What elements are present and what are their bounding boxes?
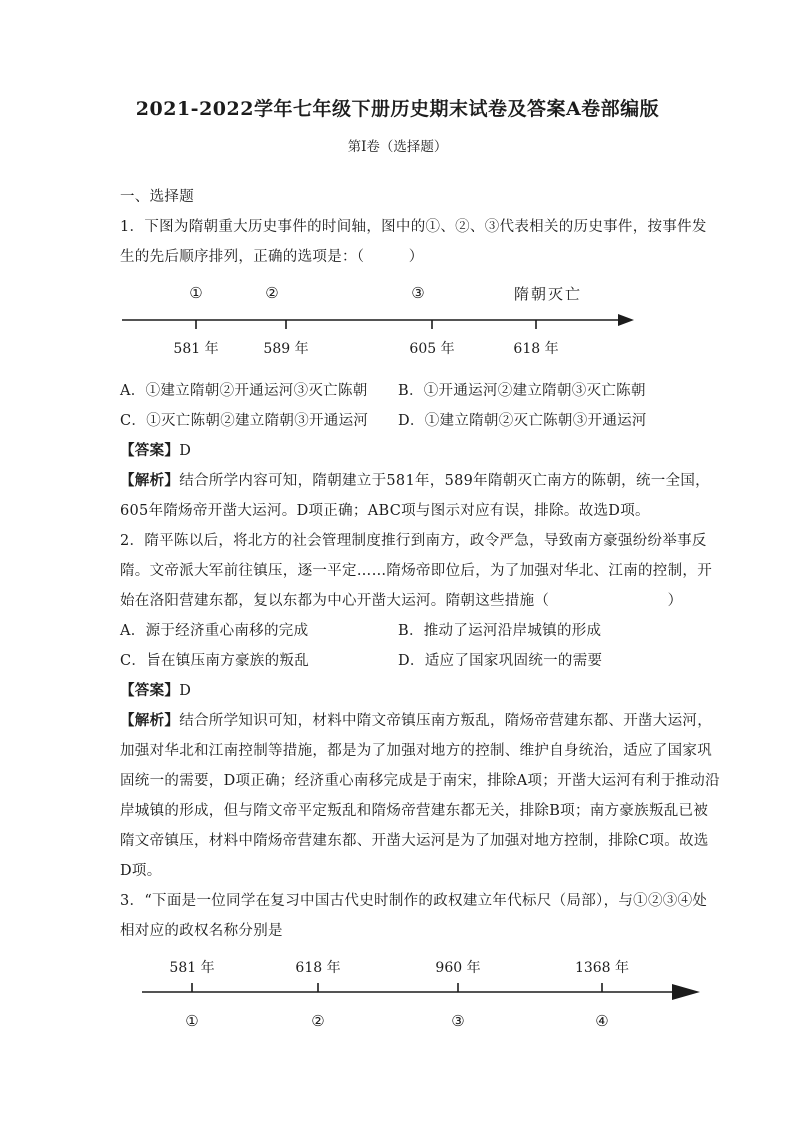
q3-timeline-arrowhead-icon xyxy=(672,984,700,1000)
q2-analysis-line4: 岸城镇的形成，但与隋文帝平定叛乱和隋炀帝营建东都无关，排除B项；南方豪族叛乱已被 xyxy=(120,803,709,819)
q2-answer-value: D xyxy=(179,683,192,699)
q1-options-row-2 xyxy=(120,406,675,436)
q1-timeline-figure xyxy=(120,278,675,370)
q2-analysis-line6: D项。 xyxy=(120,863,162,879)
q2-option-b: B．推动了运河沿岸城镇的形成 xyxy=(398,623,602,639)
q1-timeline-event-1: ① xyxy=(189,284,203,302)
q2-analysis-line2: 加强对华北和江南控制等措施，都是为了加强对地方的控制、维护自身统治，适应了国家巩 xyxy=(120,743,712,759)
q1-timeline-arrowhead-icon xyxy=(618,314,634,326)
q1-timeline-year-581: 581 年 xyxy=(173,341,219,357)
q1-answer-value: D xyxy=(179,443,192,459)
q3-timeline-year-960: 960 年 xyxy=(435,960,481,976)
q3-timeline-num-3: ③ xyxy=(451,1012,465,1030)
q2-analysis-line5: 隋文帝镇压，材料中隋炀帝营建东都、开凿大运河是为了加强对地方控制，排除C项。故选 xyxy=(120,833,709,849)
section-heading: 一、选择题 xyxy=(120,189,194,205)
q1-timeline-event-2: ② xyxy=(265,284,279,302)
q1-stem-line1: 1．下图为隋朝重大历史事件的时间轴，图中的①、②、③代表相关的历史事件，按事件发 xyxy=(120,219,707,235)
q1-option-b: B．①开通运河②建立隋朝③灭亡陈朝 xyxy=(398,383,646,399)
q1-answer-label: 【答案】 xyxy=(120,442,180,459)
q1-option-a: A．①建立隋朝②开通运河③灭亡陈朝 xyxy=(120,383,368,399)
q2-options-row-1 xyxy=(120,616,675,646)
q2-stem-line2: 隋。文帝派大军前往镇压，逐一平定……隋炀帝即位后，为了加强对华北、江南的控制，开 xyxy=(120,563,712,579)
q3-timeline-figure xyxy=(140,956,675,1038)
q1-option-d: D．①建立隋朝②灭亡陈朝③开通运河 xyxy=(398,413,647,429)
q1-timeline-year-589: 589 年 xyxy=(263,341,309,357)
q2-stem-line3: 始在洛阳营建东都，复以东都为中心开凿大运河。隋朝这些措施（ ） xyxy=(120,593,683,609)
paper-part-heading: 第Ⅰ卷（选择题） xyxy=(347,139,448,155)
q3-timeline-year-581: 581 年 xyxy=(169,960,215,976)
q1-timeline-year-618: 618 年 xyxy=(513,341,559,357)
q1-option-c: C．①灭亡陈朝②建立隋朝③开通运河 xyxy=(120,413,369,429)
q2-answer xyxy=(120,676,675,706)
q2-option-a: A．源于经济重心南移的完成 xyxy=(120,623,309,639)
q2-analysis-line3: 固统一的需要，D项正确；经济重心南移完成是于南宋，排除A项；开凿大运河有利于推动沿 xyxy=(120,773,720,789)
q1-analysis-text1: 结合所学内容可知，隋朝建立于581年，589年隋朝灭亡南方的陈朝，统一全国， xyxy=(179,473,710,489)
page-title: 2021-2022学年七年级下册历史期末试卷及答案A卷部编版 xyxy=(135,98,660,120)
q2-analysis-line1 xyxy=(120,706,712,736)
q2-option-d: D．适应了国家巩固统一的需要 xyxy=(398,653,603,669)
q3-timeline-num-2: ② xyxy=(311,1012,325,1030)
q2-analysis-label: 【解析】 xyxy=(120,712,180,729)
q3-timeline-num-1: ① xyxy=(185,1012,199,1030)
q1-timeline-event-3: ③ xyxy=(411,284,425,302)
q2-stem-line1: 2．隋平陈以后，将北方的社会管理制度推行到南方，政令严急，导致南方豪强纷纷举事反 xyxy=(120,533,707,549)
q2-option-c: C．旨在镇压南方豪族的叛乱 xyxy=(120,653,309,669)
q1-answer xyxy=(120,436,675,466)
q2-answer-label: 【答案】 xyxy=(120,682,180,699)
q1-analysis-line1 xyxy=(120,466,710,496)
q1-timeline-year-605: 605 年 xyxy=(409,341,455,357)
q3-timeline-year-618: 618 年 xyxy=(295,960,341,976)
q1-analysis-label: 【解析】 xyxy=(120,472,180,489)
q3-stem-line1: 3．“下面是一位同学在复习中国古代史时制作的政权建立年代标尺（局部），与①②③④处 xyxy=(120,893,708,909)
q1-options-row-1 xyxy=(120,376,675,406)
q1-timeline-event-sui-fall: 隋朝灭亡 xyxy=(513,285,583,303)
q1-analysis-line2: 605年隋炀帝开凿大运河。D项正确；ABC项与图示对应有误，排除。故选D项。 xyxy=(120,503,650,519)
q3-timeline-num-4: ④ xyxy=(595,1012,609,1030)
q2-analysis-text1: 结合所学知识可知，材料中隋文帝镇压南方叛乱，隋炀帝营建东都、开凿大运河， xyxy=(179,713,712,729)
q3-stem-line2: 相对应的政权名称分别是 xyxy=(120,923,283,939)
q2-options-row-2 xyxy=(120,646,675,676)
q3-timeline-year-1368: 1368 年 xyxy=(574,960,630,976)
q3-timeline-svg xyxy=(140,956,715,1034)
q1-timeline-svg xyxy=(120,278,640,366)
q1-stem-line2: 生的先后顺序排列，正确的选项是：（ ） xyxy=(120,249,424,265)
